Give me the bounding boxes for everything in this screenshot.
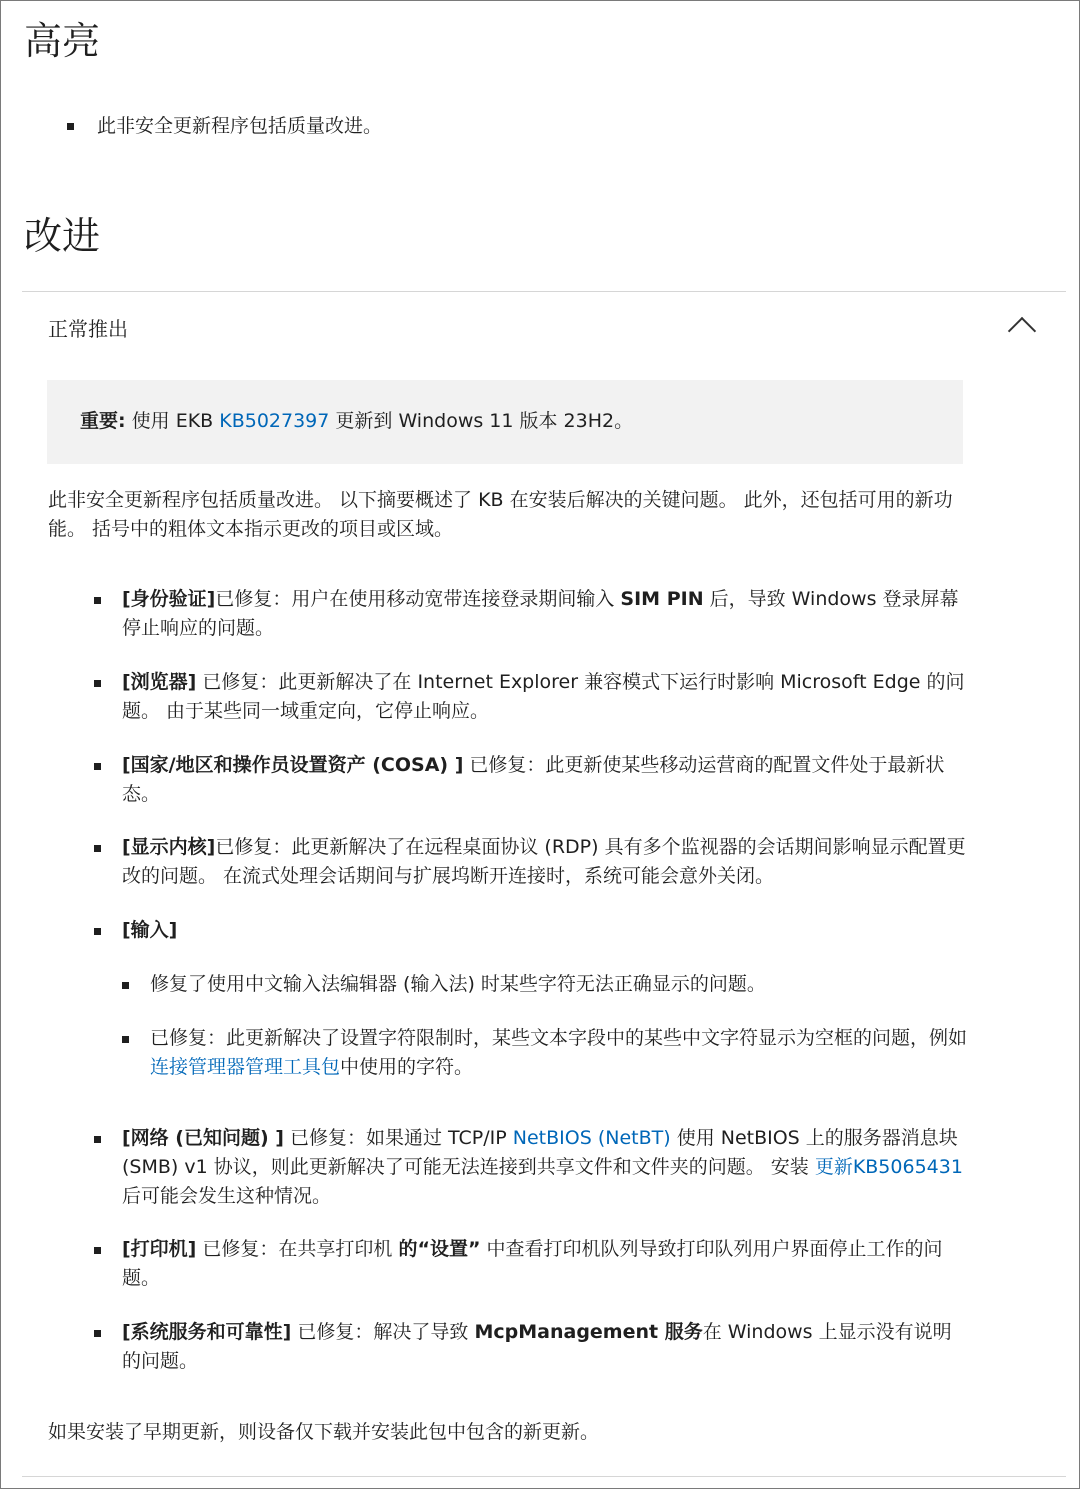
item-tag: [输入] — [122, 919, 178, 941]
square-bullet-icon — [94, 1330, 101, 1337]
sub-item-input-1: 修复了使用中文输入法编辑器 (输入法) 时某些字符无法正确显示的问题。 — [150, 973, 766, 995]
item-tag: [浏览器] — [122, 671, 197, 693]
notice-text-post: 更新到 Windows 11 版本 23H2。 — [329, 410, 634, 432]
list-item-input — [122, 916, 967, 945]
important-notice — [47, 380, 963, 464]
notice-kb-link[interactable]: KB5027397 — [219, 410, 330, 432]
notice-label: 重要: — [80, 410, 126, 432]
item-tag: [系统服务和可靠性] — [122, 1321, 292, 1343]
square-bullet-icon — [94, 928, 101, 935]
item-tag: [打印机] — [122, 1238, 197, 1260]
intro-paragraph: 此非安全更新程序包括质量改进。 以下摘要概述了 KB 在安装后解决的关键问题。 此外，还包括可用的新功能。 括号中的粗体文本指示更改的项目或区域。 — [48, 489, 953, 540]
square-bullet-icon — [67, 123, 74, 130]
highlight-bullet-text: 此非安全更新程序包括质量改进。 — [97, 115, 383, 137]
item-tag: [网络 (已知问题) ] — [122, 1127, 284, 1149]
item-tag: [国家/地区和操作员设置资产 (COSA) ] — [122, 754, 464, 776]
improvements-heading: 改进 — [24, 214, 101, 258]
divider — [22, 1476, 1066, 1477]
square-bullet-icon — [94, 680, 101, 687]
accordion-title[interactable]: 正常推出 — [48, 317, 128, 341]
list-item-display: [显示内核]已修复：此更新解决了在远程桌面协议 (RDP) 具有多个监视器的会话期间影响显示配置更改的问题。 在流式处理会话期间与扩展坞断开连接时，系统可能会意外关闭。 — [122, 836, 966, 887]
square-bullet-icon — [122, 1036, 129, 1043]
list-item-printer: [打印机] 已修复：在共享打印机 的“设置” 中查看打印机队列导致打印队列用户界面停止工作的问题。 — [122, 1238, 943, 1289]
square-bullet-icon — [94, 597, 101, 604]
square-bullet-icon — [94, 763, 101, 770]
list-item-services: [系统服务和可靠性] 已修复：解决了导致 McpManagement 服务在 Windows 上显示没有说明的问题。 — [122, 1321, 952, 1372]
highlights-heading: 高亮 — [24, 19, 101, 63]
divider — [22, 291, 1066, 292]
netbt-link[interactable]: NetBIOS (NetBT) — [512, 1127, 671, 1149]
list-item-network: [网络 (已知问题) ] 已修复：如果通过 TCP/IP NetBIOS (NetBT) 使用 NetBIOS 上的服务器消息块 (SMB) v1 协议，则此更新解决了可能无法连接到共享文件和文件夹的问题。 安装 更新KB5065431 后可能会发生这种情况。 — [122, 1127, 963, 1207]
item-tag: [显示内核] — [122, 836, 216, 858]
square-bullet-icon — [94, 845, 101, 852]
cmak-link[interactable]: 连接管理器管理工具包 — [150, 1056, 341, 1078]
list-item-auth: [身份验证]已修复：用户在使用移动宽带连接登录期间输入 SIM PIN 后，导致 Windows 登录屏幕停止响应的问题。 — [122, 588, 959, 639]
square-bullet-icon — [94, 1136, 101, 1143]
list-item-cosa: [国家/地区和操作员设置资产 (COSA) ] 已修复：此更新使某些移动运营商的配置文件处于最新状态。 — [122, 754, 945, 805]
square-bullet-icon — [122, 982, 129, 989]
square-bullet-icon — [94, 1247, 101, 1254]
item-tag: [身份验证] — [122, 588, 216, 610]
notice-text-pre: 使用 EKB — [125, 410, 220, 432]
kb5065431-link[interactable]: 更新KB5065431 — [814, 1156, 963, 1178]
sub-item-input-2: 已修复：此更新解决了设置字符限制时，某些文本字段中的某些中文字符显示为空框的问题，例如连接管理器管理工具包中使用的字符。 — [150, 1027, 968, 1078]
footer-note: 如果安装了早期更新，则设备仅下载并安装此包中包含的新更新。 — [48, 1421, 600, 1443]
list-item-browser: [浏览器] 已修复：此更新解决了在 Internet Explorer 兼容模式下运行时影响 Microsoft Edge 的问题。 由于某些同一域重定向，它停止响应。 — [122, 671, 965, 722]
